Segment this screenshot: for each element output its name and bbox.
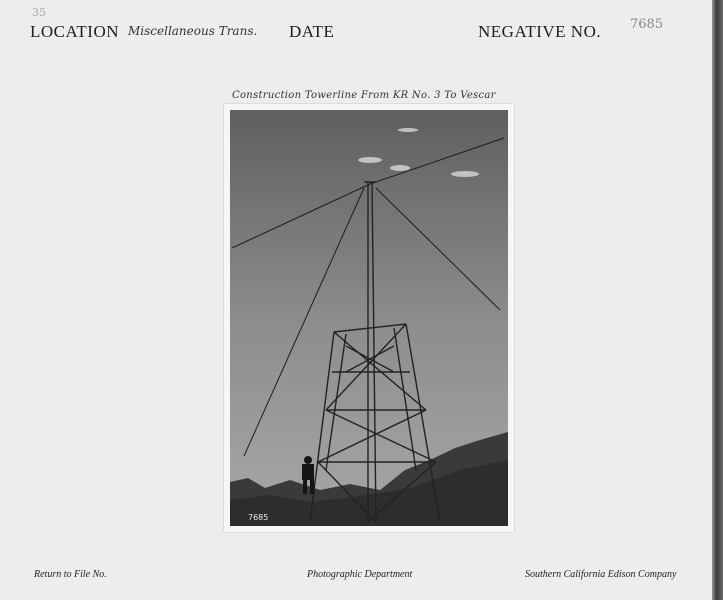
negative-number: 7685	[630, 17, 664, 32]
location-value: Miscellaneous Trans.	[128, 24, 258, 38]
footer-company-name: Southern California Edison Company	[525, 569, 677, 580]
card-edge	[712, 0, 723, 600]
photo-caption: Construction Towerline From KR No. 3 To Vescar	[232, 90, 496, 101]
footer-return-to-file: Return to File No.	[34, 569, 107, 580]
tower-photo-image	[230, 110, 508, 526]
negative-label: NEGATIVE NO.	[478, 22, 602, 41]
date-label: DATE	[289, 22, 335, 41]
location-label: LOCATION	[30, 22, 119, 41]
footer-photographic-department: Photographic Department	[307, 569, 413, 580]
plate-number: 7685	[248, 513, 269, 522]
corner-mark: 35	[32, 6, 46, 19]
photograph	[224, 104, 514, 532]
